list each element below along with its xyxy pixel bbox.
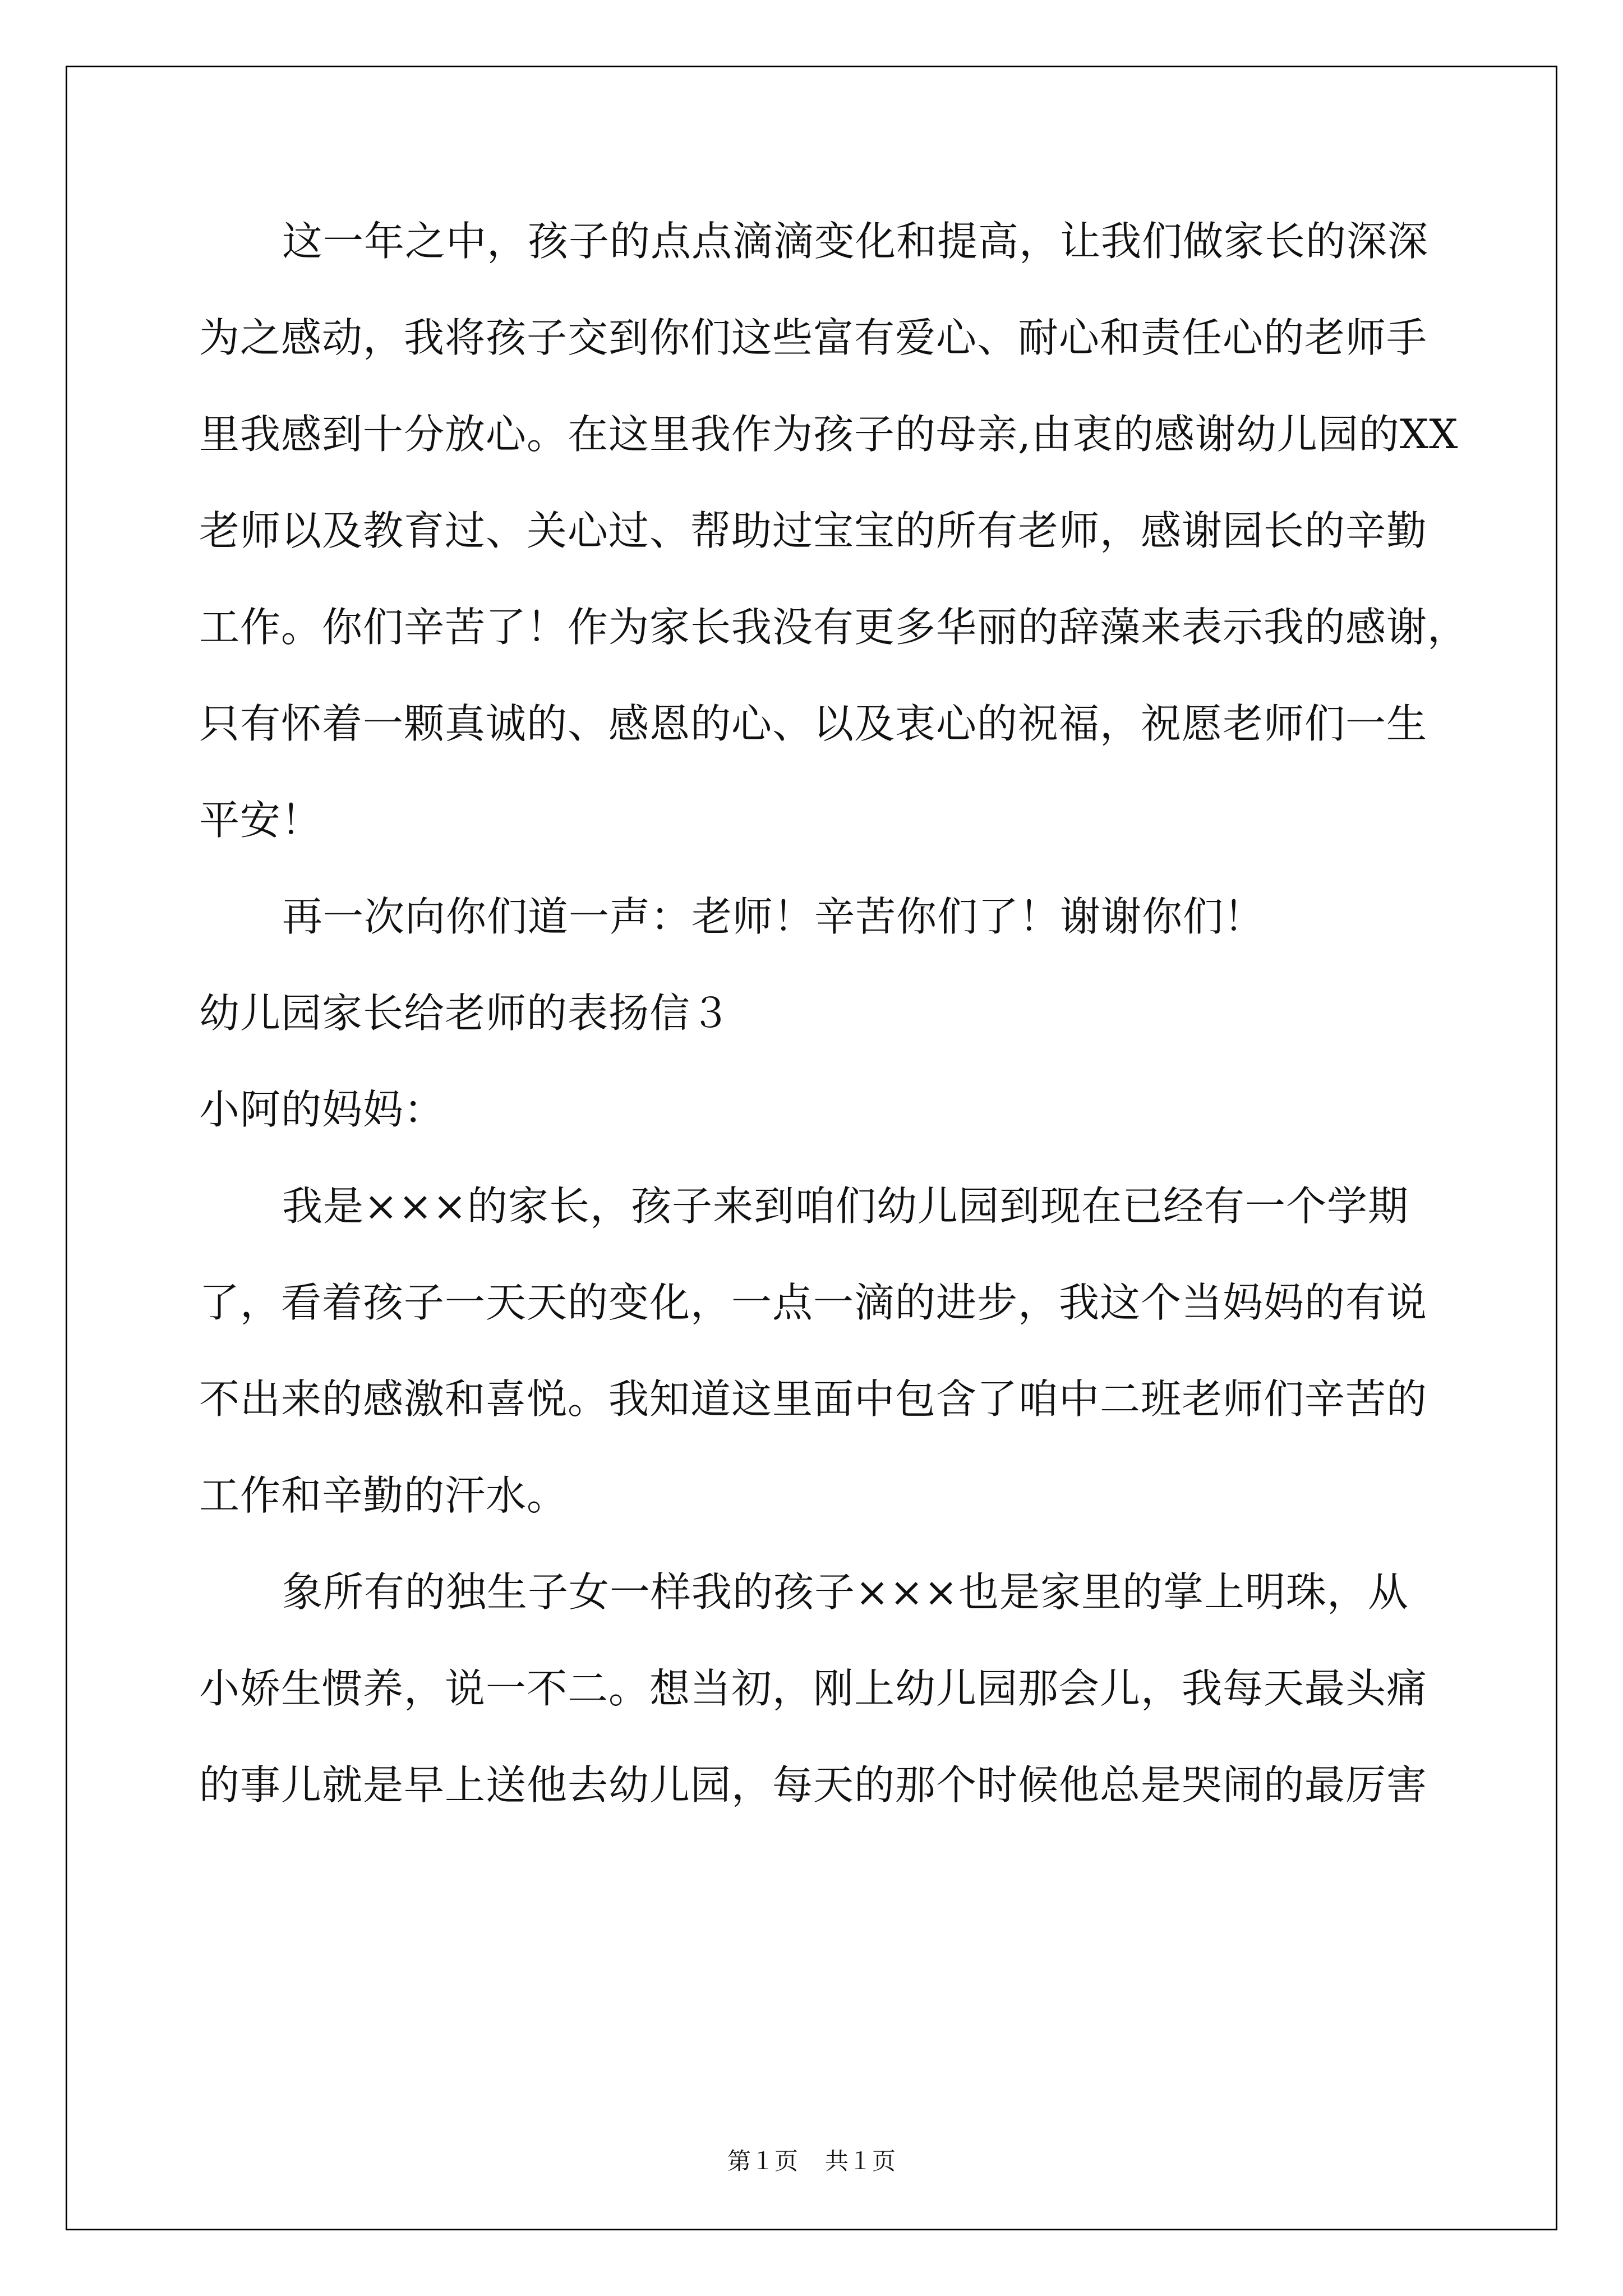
section-heading: 幼儿园家长给老师的表扬信３ [199,990,732,1037]
paragraph-line: 不出来的感激和喜悦。我知道这里面中包含了咱中二班老师们辛苦的 [199,1375,1428,1423]
paragraph-line: 只有怀着一颗真诚的、感恩的心、以及衷心的祝福，祝愿老师们一生 [199,700,1428,747]
paragraph-line: 工作。你们辛苦了！作为家长我没有更多华丽的辞藻来表示我的感谢， [199,604,1469,651]
paragraph-line: 再一次向你们道一声：老师！辛苦你们了！谢谢你们！ [282,893,1265,940]
paragraph-line: 象所有的独生子女一样我的孩子×××也是家里的掌上明珠，从 [282,1568,1409,1616]
page-border [66,66,1557,2230]
page-number: 第１页 [727,2147,798,2175]
paragraph-line: 了，看着孩子一天天的变化，一点一滴的进步，我这个当妈妈的有说 [199,1279,1428,1326]
paragraph-line: 小娇生惯养，说一不二。想当初，刚上幼儿园那会儿，我每天最头痛 [199,1665,1428,1712]
paragraph-line: 里我感到十分放心。在这里我作为孩子的母亲,由衷的感谢幼儿园的XX [199,411,1459,458]
paragraph-line: 工作和辛勤的汗水。 [199,1472,568,1519]
page-total: 共１页 [825,2147,896,2175]
page-footer [0,2143,1623,2177]
letter-salutation: 小阿的妈妈： [199,1086,445,1133]
paragraph-line: 我是×××的家长，孩子来到咱们幼儿园到现在已经有一个学期 [282,1182,1409,1230]
paragraph-line: 的事儿就是早上送他去幼儿园，每天的那个时候他总是哭闹的最厉害 [199,1761,1428,1809]
paragraph-line: 老师以及教育过、关心过、帮助过宝宝的所有老师，感谢园长的辛勤 [199,507,1428,554]
paragraph-line: 平安！ [199,797,322,844]
paragraph-line: 这一年之中，孩子的点点滴滴变化和提高，让我们做家长的深深 [282,218,1429,265]
paragraph-line: 为之感动，我将孩子交到你们这些富有爱心、耐心和责任心的老师手 [199,314,1428,361]
